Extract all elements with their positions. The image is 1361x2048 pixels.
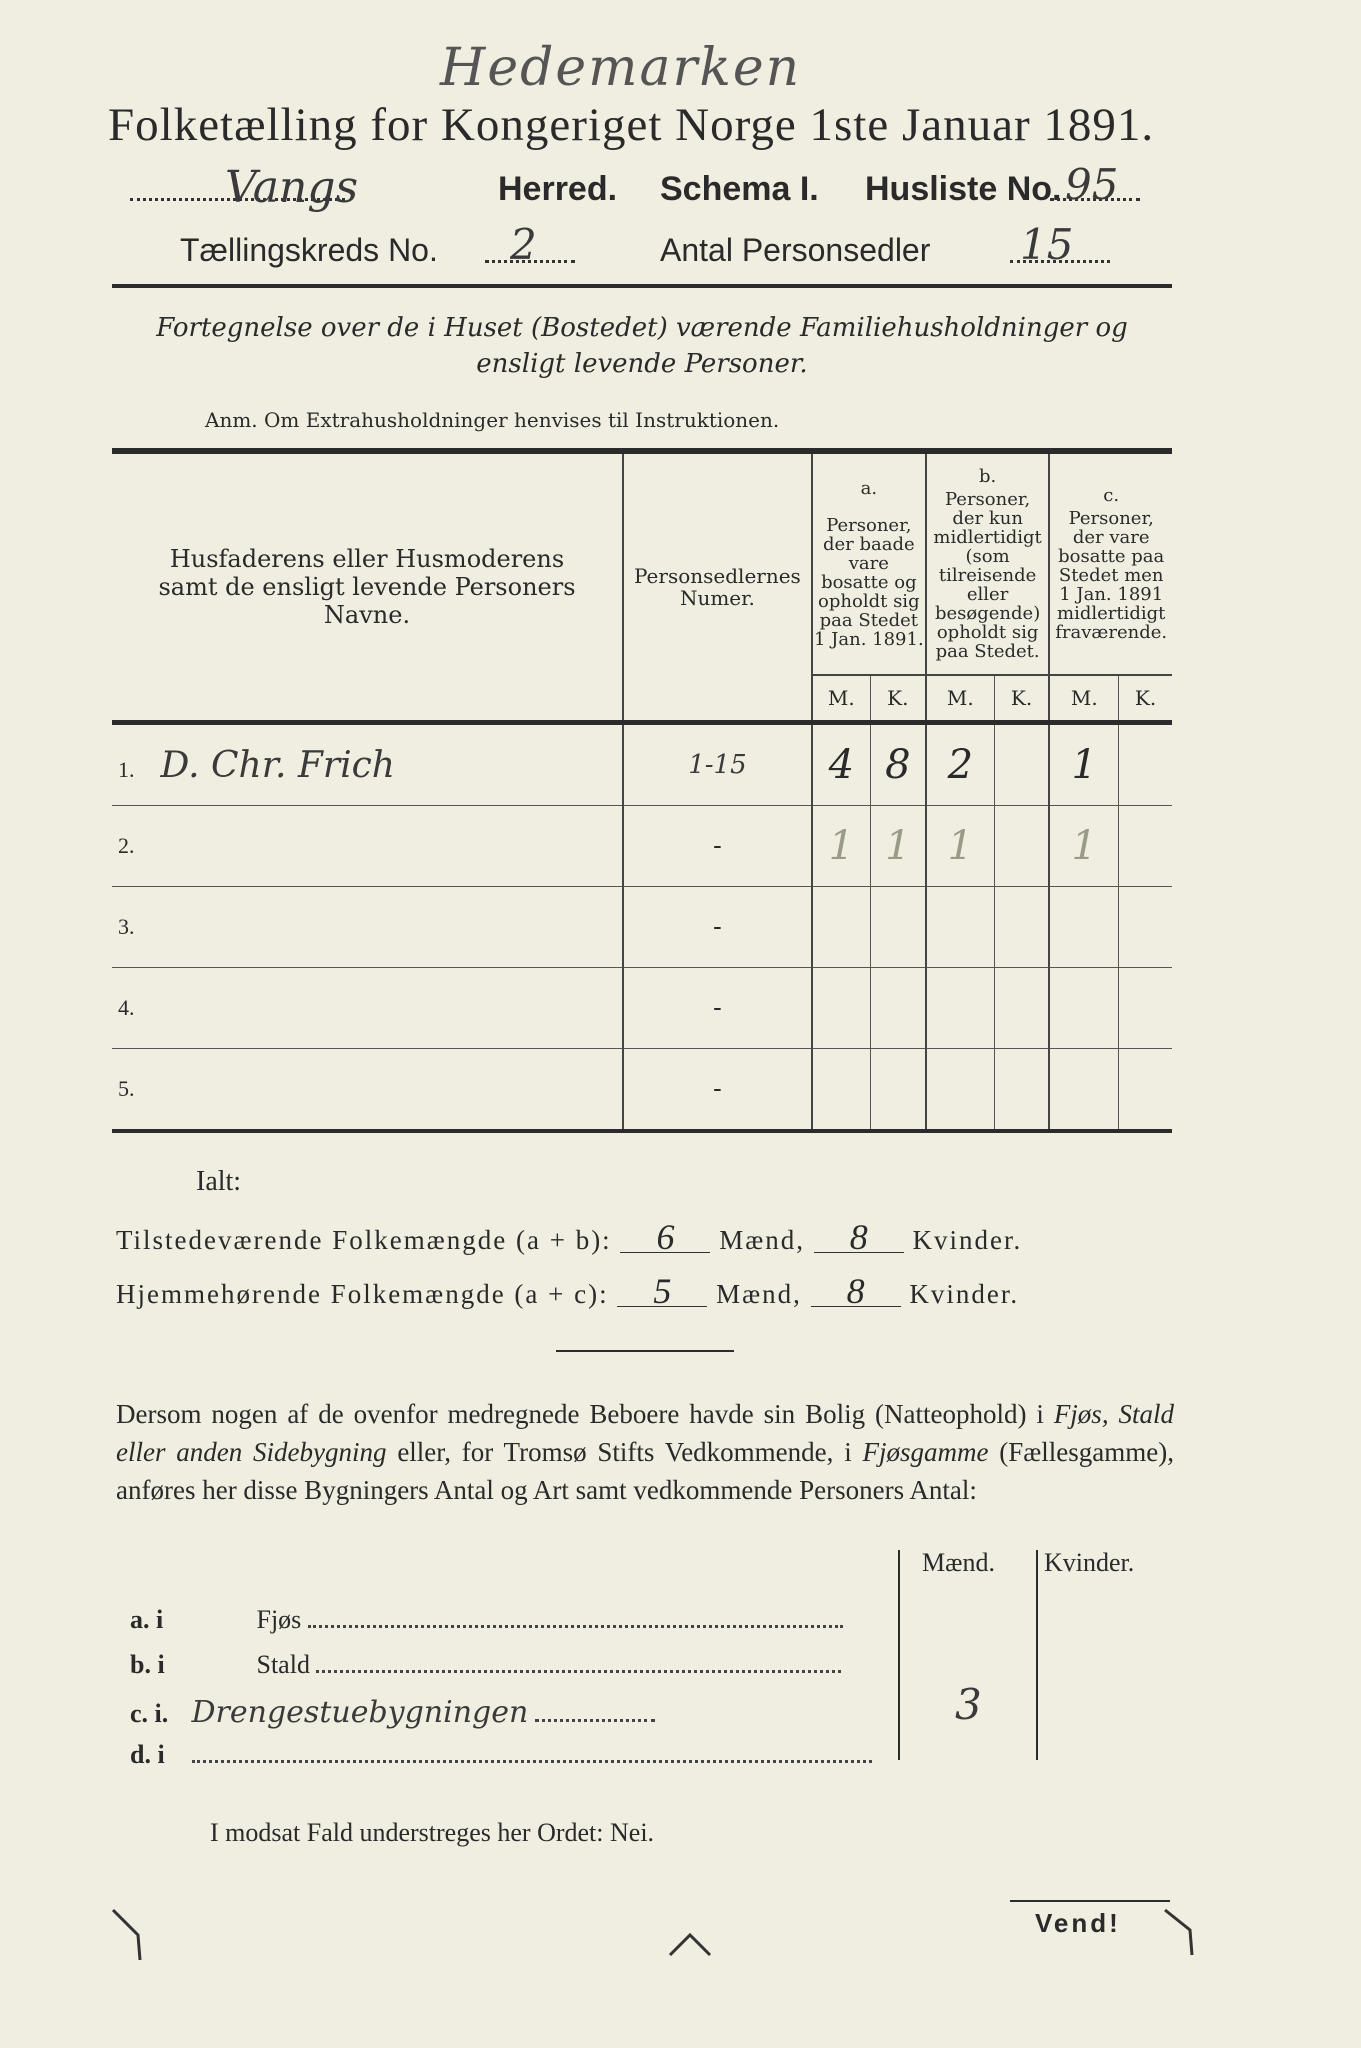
- col-num-header: Personsedlernes Numer.: [623, 451, 812, 723]
- row-am: 4: [812, 723, 870, 806]
- row-number: 3.: [118, 914, 135, 939]
- row-ck: [1119, 887, 1172, 968]
- row-num: -: [623, 887, 812, 968]
- row-cm: [1049, 887, 1118, 968]
- table-header-row: [112, 451, 1172, 675]
- row-ak: 8: [870, 723, 926, 806]
- total-resident-line: [116, 1271, 1020, 1311]
- kreds-line: [180, 220, 1130, 274]
- col-c-k: K.: [1119, 675, 1172, 723]
- col-a-m: M.: [812, 675, 870, 723]
- table-row: [112, 1049, 1172, 1132]
- col-a-k: K.: [870, 675, 926, 723]
- col-b-m: M.: [926, 675, 994, 723]
- col-c-m: M.: [1049, 675, 1118, 723]
- row-bk: [994, 1049, 1049, 1132]
- row-am: [812, 968, 870, 1049]
- corner-mark-left: [108, 1905, 168, 1965]
- schema-label: Schema I.: [660, 170, 819, 208]
- row-num: -: [623, 806, 812, 887]
- building-letter: c. i.: [130, 1699, 169, 1728]
- row-ak: [870, 968, 926, 1049]
- row-bk: [994, 887, 1049, 968]
- row-cm: [1049, 1049, 1118, 1132]
- row-bm: 2: [926, 723, 994, 806]
- building-dots: [535, 1701, 655, 1722]
- row-number: 5.: [118, 1076, 135, 1101]
- col-b-header: [926, 451, 1050, 675]
- table-row: [112, 968, 1172, 1049]
- building-row: [130, 1695, 890, 1730]
- row-number: 4.: [118, 995, 135, 1020]
- building-label: Drengestuebygningen: [191, 1695, 529, 1730]
- row-ck: [1119, 723, 1172, 806]
- household-table: [112, 448, 1172, 1133]
- row-bm: [926, 968, 994, 1049]
- row-num: -: [623, 968, 812, 1049]
- ialt-label: Ialt:: [196, 1166, 242, 1197]
- row-name: D. Chr. Frich: [160, 744, 395, 786]
- para-part-2: eller, for Tromsø Stifts Vedkommende, i: [386, 1437, 863, 1467]
- col-b-k: K.: [994, 675, 1049, 723]
- total-resident-maend: Mænd,: [716, 1279, 802, 1309]
- header-rule: [112, 284, 1172, 288]
- row-am: 1: [812, 806, 870, 887]
- col-b-letter: b.: [978, 466, 997, 487]
- building-row: [130, 1605, 890, 1635]
- para-part-1: Dersom nogen af de ovenfor medregnede Beboere havde sin Bolig (Natteophold) i: [116, 1399, 1054, 1429]
- vend-rule: [1010, 1900, 1170, 1902]
- herred-label: Herred.: [498, 170, 618, 208]
- row-ck: [1119, 968, 1172, 1049]
- col-c-header: [1049, 451, 1172, 675]
- section-divider: [556, 1350, 734, 1352]
- row-num: -: [623, 1049, 812, 1132]
- nei-instruction: I modsat Fald understreges her Ordet: Nei.: [210, 1818, 655, 1847]
- total-resident-kvinder: Kvinder.: [909, 1279, 1020, 1309]
- table-row: [112, 806, 1172, 887]
- total-resident-men: 5: [617, 1276, 707, 1307]
- kreds-label: Tællingskreds No.: [180, 232, 438, 268]
- total-present-maend: Mænd,: [719, 1225, 805, 1255]
- antal-value: 15: [1020, 220, 1074, 269]
- row-ak: [870, 887, 926, 968]
- row-name-cell: [112, 1049, 623, 1132]
- building-row: [130, 1650, 890, 1680]
- husliste-label: Husliste No.: [865, 170, 1062, 208]
- row-am: [812, 887, 870, 968]
- total-present-line: [116, 1217, 1023, 1257]
- col-names-header: Husfaderens eller Husmoderens samt de ensligt levende Personers Navne.: [112, 451, 623, 723]
- herred-line: [130, 160, 1180, 218]
- building-letter: b. i: [130, 1650, 165, 1679]
- col-a-header: [812, 451, 926, 675]
- table-row: [112, 887, 1172, 968]
- buildings-maend-header: Mænd.: [922, 1548, 995, 1577]
- table-body: [112, 723, 1172, 1132]
- row-bm: [926, 887, 994, 968]
- buildings-col-divider-2: [1036, 1550, 1038, 1760]
- row-ak: 1: [870, 806, 926, 887]
- row-cm: [1049, 968, 1118, 1049]
- row-ak: [870, 1049, 926, 1132]
- row-name-cell: [112, 887, 623, 968]
- para-part-3: (Fællesgamme), anføres her disse Bygningers Antal og Art samt vedkommende Personers Antal:: [116, 1437, 1174, 1505]
- col-c-letter: c.: [1103, 485, 1120, 506]
- total-present-label: Tilstedeværende Folkemængde (a + b):: [116, 1225, 612, 1255]
- husliste-value: 95: [1065, 160, 1119, 209]
- building-dots: [192, 1742, 872, 1763]
- building-c-men: 3: [955, 1680, 982, 1729]
- building-dots: [316, 1652, 841, 1673]
- para-fjos: Fjøs, Stald eller anden Sidebygning: [116, 1399, 1174, 1467]
- building-dots: [308, 1607, 843, 1628]
- row-num: 1-15: [623, 723, 812, 806]
- corner-mark-center: [660, 1915, 720, 1965]
- intro-text: Fortegnelse over de i Huset (Bostedet) værende Familiehusholdninger og ensligt levende Personer.: [156, 313, 1128, 379]
- building-letter: a. i: [130, 1605, 164, 1634]
- table-row: [112, 723, 1172, 806]
- anm-note: Anm. Om Extrahusholdninger henvises til Instruktionen.: [205, 408, 780, 432]
- col-a-letter: a.: [860, 478, 878, 499]
- vend-label: Vend!: [1035, 1908, 1121, 1938]
- row-number: 2.: [118, 833, 135, 858]
- row-bk: [994, 723, 1049, 806]
- row-number: 1.: [118, 756, 135, 782]
- row-bm: 1: [926, 806, 994, 887]
- kreds-value: 2: [510, 220, 537, 269]
- corner-mark-right: [1160, 1905, 1220, 1965]
- row-am: [812, 1049, 870, 1132]
- col-b-text: Personer, der kun midlertidigt (som tilreisende eller besøgende) opholdt sig paa Stedet.: [933, 489, 1042, 662]
- col-c-text: Personer, der vare bosatte paa Stedet men 1 Jan. 1891 midlertidigt fraværende.: [1055, 508, 1168, 643]
- building-label: Stald: [256, 1650, 310, 1679]
- building-letter: d. i: [130, 1740, 165, 1769]
- row-bm: [926, 1049, 994, 1132]
- row-name-cell: [112, 806, 623, 887]
- row-ck: [1119, 806, 1172, 887]
- total-resident-women: 8: [811, 1276, 901, 1307]
- region-handwritten: Hedemarken: [440, 38, 802, 98]
- buildings-paragraph: [116, 1395, 1174, 1509]
- building-label: Fjøs: [256, 1605, 302, 1634]
- antal-label: Antal Personsedler: [660, 232, 931, 268]
- row-ck: [1119, 1049, 1172, 1132]
- herred-value: Vangs: [225, 162, 359, 213]
- col-a-text: Personer, der baade vare bosatte og opholdt sig paa Stedet 1 Jan. 1891.: [813, 515, 924, 650]
- total-present-women: 8: [814, 1222, 904, 1253]
- form-title: Folketælling for Kongeriget Norge 1ste Januar 1891.: [108, 99, 1155, 151]
- para-gamme: Fjøsgamme: [862, 1437, 989, 1467]
- buildings-kvinder-header: Kvinder.: [1044, 1548, 1135, 1577]
- row-bk: [994, 806, 1049, 887]
- row-cm: 1: [1049, 806, 1118, 887]
- row-cm: 1: [1049, 723, 1118, 806]
- total-present-kvinder: Kvinder.: [912, 1225, 1023, 1255]
- total-resident-label: Hjemmehørende Folkemængde (a + c):: [116, 1279, 609, 1309]
- total-present-men: 6: [620, 1222, 710, 1253]
- row-name-cell: [112, 968, 623, 1049]
- row-name-cell: [112, 723, 623, 806]
- buildings-col-divider-1: [898, 1550, 900, 1760]
- row-bk: [994, 968, 1049, 1049]
- building-row: [130, 1740, 890, 1770]
